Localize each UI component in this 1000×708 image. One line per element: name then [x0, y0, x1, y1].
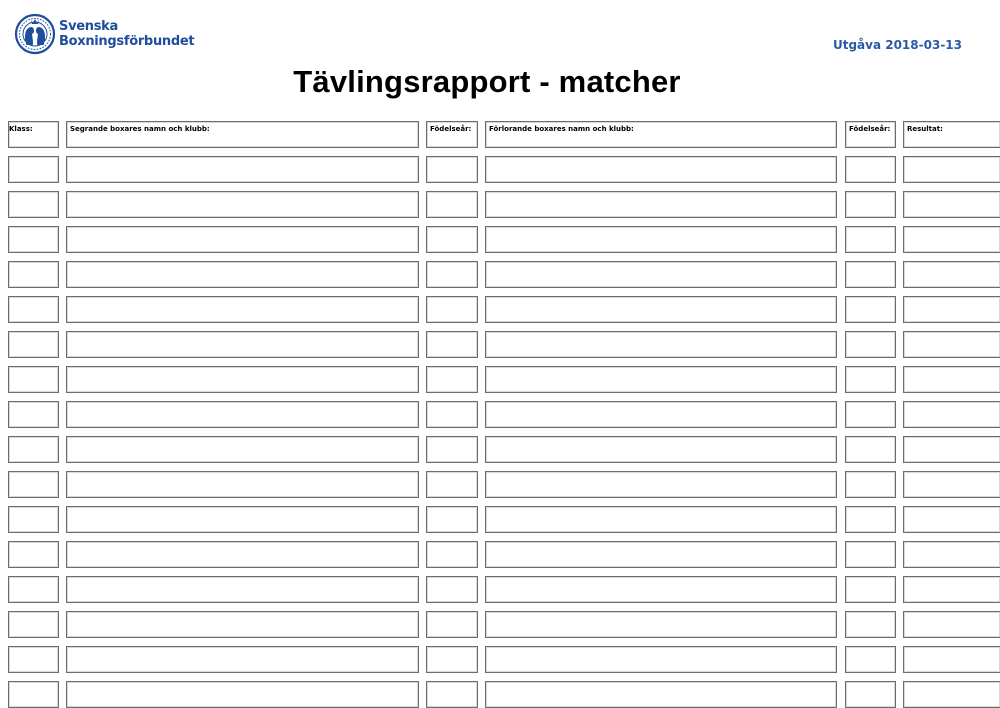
winner-birth-year-field[interactable]: [426, 331, 478, 358]
winner-name-club-field[interactable]: [66, 401, 419, 428]
table-row: [0, 471, 1000, 498]
loser-name-club-field[interactable]: [485, 471, 837, 498]
table-row: [0, 646, 1000, 673]
table-row: [0, 226, 1000, 253]
winner-name-club-field[interactable]: [66, 331, 419, 358]
winner-name-club-field[interactable]: [66, 646, 419, 673]
loser-birth-year-field[interactable]: [845, 331, 896, 358]
winner-birth-year-field[interactable]: [426, 156, 478, 183]
class-field[interactable]: [8, 401, 59, 428]
winner-name-club-field[interactable]: [66, 611, 419, 638]
class-field[interactable]: [8, 436, 59, 463]
organization-name: [59, 19, 194, 49]
loser-name-club-field[interactable]: [485, 156, 837, 183]
result-field[interactable]: [903, 471, 1000, 498]
loser-birth-year-field[interactable]: [845, 261, 896, 288]
winner-name-club-field[interactable]: [66, 366, 419, 393]
class-field[interactable]: [8, 471, 59, 498]
result-field[interactable]: [903, 191, 1000, 218]
result-field[interactable]: [903, 436, 1000, 463]
loser-name-club-field[interactable]: [485, 366, 837, 393]
organization-logo: [14, 12, 195, 58]
loser-name-club-field[interactable]: [485, 261, 837, 288]
class-field[interactable]: [8, 156, 59, 183]
table-row: [0, 191, 1000, 218]
winner-birth-year-field[interactable]: [426, 646, 478, 673]
loser-name-club-field[interactable]: [485, 541, 837, 568]
winner-name-club-field[interactable]: [66, 436, 419, 463]
loser-name-club-field[interactable]: [485, 436, 837, 463]
page-title: Tävlingsrapport - matcher: [293, 64, 681, 99]
class-field[interactable]: [8, 576, 59, 603]
winner-name-club-field[interactable]: [66, 506, 419, 533]
loser-birth-year-field[interactable]: [845, 506, 896, 533]
edition-date: Utgåva 2018-03-13: [832, 38, 962, 52]
table-row: [0, 156, 1000, 183]
winner-birth-year-field[interactable]: [426, 576, 478, 603]
result-field[interactable]: [903, 296, 1000, 323]
table-row: [0, 261, 1000, 288]
loser-birth-year-field[interactable]: [845, 681, 896, 708]
loser-name-club-field[interactable]: [485, 331, 837, 358]
result-field[interactable]: [903, 366, 1000, 393]
winner-name-club-field[interactable]: [66, 541, 419, 568]
loser-name-club-field[interactable]: [485, 191, 837, 218]
winner-name-club-field[interactable]: [66, 261, 419, 288]
loser-birth-year-field[interactable]: [845, 401, 896, 428]
winner-birth-year-field[interactable]: [426, 296, 478, 323]
header-result: Resultat:: [903, 121, 1000, 148]
result-field[interactable]: [903, 541, 1000, 568]
result-field[interactable]: [903, 506, 1000, 533]
table-row: [0, 331, 1000, 358]
class-field[interactable]: [8, 366, 59, 393]
loser-birth-year-field[interactable]: [845, 296, 896, 323]
winner-name-club-field[interactable]: [66, 681, 419, 708]
winner-birth-year-field[interactable]: [426, 401, 478, 428]
class-field[interactable]: [8, 191, 59, 218]
table-row: [0, 296, 1000, 323]
organization-name-line1: Svenska: [59, 19, 118, 34]
loser-birth-year-field[interactable]: [845, 646, 896, 673]
class-field[interactable]: [8, 226, 59, 253]
boxing-federation-emblem-icon: [14, 12, 56, 56]
loser-birth-year-field[interactable]: [845, 541, 896, 568]
loser-birth-year-field[interactable]: [845, 156, 896, 183]
result-field[interactable]: [903, 156, 1000, 183]
class-field[interactable]: [8, 261, 59, 288]
winner-birth-year-field[interactable]: [426, 611, 478, 638]
winner-birth-year-field[interactable]: [426, 436, 478, 463]
loser-name-club-field[interactable]: [485, 576, 837, 603]
winner-name-club-field[interactable]: [66, 576, 419, 603]
header-class: Klass:: [8, 121, 59, 148]
winner-name-club-field[interactable]: [66, 296, 419, 323]
loser-birth-year-field[interactable]: [845, 471, 896, 498]
class-field[interactable]: [8, 681, 59, 708]
loser-name-club-field[interactable]: [485, 681, 837, 708]
table-row: [0, 506, 1000, 533]
class-field[interactable]: [8, 541, 59, 568]
result-field[interactable]: [903, 331, 1000, 358]
winner-name-club-field[interactable]: [66, 156, 419, 183]
class-field[interactable]: [8, 611, 59, 638]
winner-name-club-field[interactable]: [66, 471, 419, 498]
loser-name-club-field[interactable]: [485, 226, 837, 253]
loser-birth-year-field[interactable]: [845, 366, 896, 393]
result-field[interactable]: [903, 681, 1000, 708]
loser-birth-year-field[interactable]: [845, 576, 896, 603]
header-winner-birth-year: Födelseår:: [426, 121, 478, 148]
result-field[interactable]: [903, 576, 1000, 603]
winner-birth-year-field[interactable]: [426, 191, 478, 218]
result-field[interactable]: [903, 261, 1000, 288]
winner-birth-year-field[interactable]: [426, 471, 478, 498]
loser-name-club-field[interactable]: [485, 611, 837, 638]
table-header-row: [0, 121, 1000, 148]
result-field[interactable]: [903, 611, 1000, 638]
header-loser-name-club: Förlorande boxares namn och klubb:: [485, 121, 837, 148]
winner-birth-year-field[interactable]: [426, 541, 478, 568]
organization-name-line2: Boxningsförbundet: [59, 34, 195, 49]
loser-name-club-field[interactable]: [485, 646, 837, 673]
class-field[interactable]: [8, 646, 59, 673]
loser-birth-year-field[interactable]: [845, 226, 896, 253]
winner-birth-year-field[interactable]: [426, 226, 478, 253]
result-field[interactable]: [903, 401, 1000, 428]
header-winner-name-club: Segrande boxares namn och klubb:: [66, 121, 419, 148]
winner-name-club-field[interactable]: [66, 226, 419, 253]
class-field[interactable]: [8, 331, 59, 358]
winner-birth-year-field[interactable]: [426, 681, 478, 708]
class-field[interactable]: [8, 506, 59, 533]
result-field[interactable]: [903, 226, 1000, 253]
loser-name-club-field[interactable]: [485, 506, 837, 533]
loser-birth-year-field[interactable]: [845, 611, 896, 638]
winner-birth-year-field[interactable]: [426, 506, 478, 533]
winner-name-club-field[interactable]: [66, 191, 419, 218]
result-field[interactable]: [903, 646, 1000, 673]
loser-birth-year-field[interactable]: [845, 436, 896, 463]
table-row: [0, 366, 1000, 393]
header-loser-birth-year: Födelseår:: [845, 121, 896, 148]
table-row: [0, 541, 1000, 568]
winner-birth-year-field[interactable]: [426, 261, 478, 288]
table-row: [0, 436, 1000, 463]
table-row: [0, 576, 1000, 603]
loser-name-club-field[interactable]: [485, 401, 837, 428]
winner-birth-year-field[interactable]: [426, 366, 478, 393]
class-field[interactable]: [8, 296, 59, 323]
table-row: [0, 681, 1000, 708]
table-row: [0, 611, 1000, 638]
table-row: [0, 401, 1000, 428]
loser-name-club-field[interactable]: [485, 296, 837, 323]
loser-birth-year-field[interactable]: [845, 191, 896, 218]
